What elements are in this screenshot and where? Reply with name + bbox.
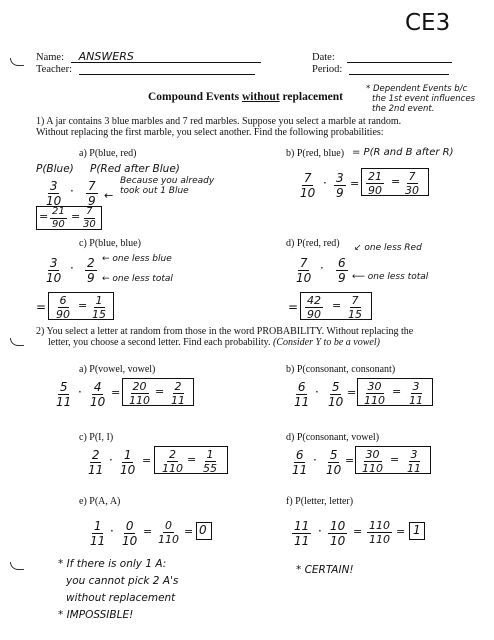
- q1b-equals-2: =: [391, 175, 401, 188]
- q2e-result: $\frac{0}{110}$: [158, 519, 179, 546]
- q2d-times: ·: [313, 453, 317, 467]
- q2a-label: a) P(vowel, vowel): [79, 364, 156, 375]
- q1d-note-bottom: ⟵ one less total: [352, 272, 429, 282]
- q1a-result: $\frac{21}{90}$: [52, 206, 65, 230]
- q2e-equals: =: [143, 525, 153, 538]
- q2d-equals: =: [345, 454, 355, 467]
- q2b-simplified: $\frac{3}{11}$: [409, 380, 423, 407]
- q2a-equals: =: [111, 386, 121, 399]
- q1a-times: ·: [70, 184, 74, 198]
- q2c-equals: =: [142, 454, 152, 467]
- q2f-result: $\frac{110}{110}$: [369, 519, 390, 546]
- q1a-note-p-red-after-blue: P(Red after Blue): [90, 163, 180, 175]
- q2d-simplified: $\frac{3}{11}$: [407, 448, 421, 475]
- period-field: [312, 64, 449, 75]
- q2b-equals-2: =: [392, 385, 402, 398]
- q1a-fraction-1: $\frac{3}{10}$: [46, 179, 62, 208]
- q2e-times: ·: [110, 524, 114, 538]
- date-field: [312, 52, 452, 63]
- q1c-fraction-2: $\frac{2}{9}$: [87, 256, 95, 285]
- q2f-fraction-1: $\frac{11}{11}$: [294, 519, 310, 548]
- q2f-times: ·: [318, 524, 322, 538]
- q2a-times: ·: [78, 385, 82, 399]
- q2a-fraction-2: $\frac{4}{10}$: [90, 380, 106, 409]
- q1d-equals: =: [288, 300, 299, 314]
- q1c-equals: =: [36, 300, 47, 314]
- q2c-label: c) P(I, I): [79, 432, 114, 443]
- q1a-equals-2: =: [71, 210, 81, 223]
- q1b-simplified: $\frac{7}{30}$: [405, 170, 419, 197]
- q2c-times: ·: [109, 453, 113, 467]
- q2a-result: $\frac{20}{110}$: [129, 380, 150, 407]
- q2-prompt: 2) You select a letter at random from those in the word PROBABILITY. Without replacing the letter, you choose a second letter. Find each probability. (Consider Y to be a vowel): [36, 326, 414, 348]
- q1b-label: b) P(red, blue): [286, 148, 345, 159]
- corner-code: CE3: [405, 10, 451, 36]
- q2d-label: d) P(consonant, vowel): [286, 432, 380, 443]
- q1c-simplified: $\frac{1}{15}$: [92, 294, 106, 321]
- q2f-answer: 1: [413, 523, 421, 537]
- q2e-fraction-1: $\frac{1}{11}$: [90, 519, 106, 548]
- dependent-events-note: * Dependent Events b/c the 1st event influences the 2nd event.: [366, 84, 476, 114]
- q1a-note-p-blue: P(Blue): [36, 163, 74, 175]
- q1c-label: c) P(blue, blue): [79, 238, 141, 249]
- q2c-equals-2: =: [187, 453, 197, 466]
- name-field: [36, 52, 261, 63]
- q2d-result: $\frac{30}{110}$: [362, 448, 383, 475]
- q1a-equals: =: [39, 210, 49, 223]
- q1d-label: d) P(red, red): [286, 238, 340, 249]
- q2a-equals-2: =: [155, 385, 165, 398]
- q1d-result: $\frac{42}{90}$: [307, 294, 321, 321]
- date-label: Date:: [312, 52, 335, 63]
- binder-hole-middle: [10, 338, 24, 346]
- q1d-note-top: ↙ one less Red: [354, 243, 422, 253]
- name-value: ANSWERS: [78, 50, 134, 63]
- q2d-equals-2: =: [390, 453, 400, 466]
- q1a-fraction-2: $\frac{7}{9}$: [88, 179, 96, 208]
- q2b-equals: =: [347, 386, 357, 399]
- q1-prompt: 1) A jar contains 3 blue marbles and 7 red marbles. Suppose you select a marble at random. Without replacing the first marble, you select another. Find the following probabilities:: [36, 116, 402, 138]
- q1a-label: a) P(blue, red): [79, 148, 137, 159]
- teacher-field: [36, 64, 255, 75]
- teacher-label: Teacher:: [36, 64, 72, 75]
- q2d-fraction-1: $\frac{6}{11}$: [292, 448, 308, 477]
- q2b-times: ·: [315, 385, 319, 399]
- q1d-times: ·: [320, 261, 324, 275]
- q2b-label: b) P(consonant, consonant): [286, 364, 396, 375]
- q1b-equals: =: [350, 177, 360, 190]
- binder-hole-top: [10, 58, 24, 66]
- q1b-times: ·: [323, 176, 327, 190]
- q1d-fraction-1: $\frac{7}{10}$: [296, 256, 312, 285]
- q2e-equals-2: =: [184, 525, 194, 538]
- q2c-fraction-2: $\frac{1}{10}$: [120, 448, 136, 477]
- q2e-explanation: * If there is only 1 A: you cannot pick 2 A's without replacement * IMPOSSIBLE!: [58, 558, 179, 621]
- q1a-arrow: ←: [104, 189, 114, 202]
- q1a-arrow-note: Because you already took out 1 Blue: [120, 176, 215, 196]
- page-title: Compound Events without replacement: [148, 91, 343, 103]
- q2b-result: $\frac{30}{110}$: [364, 380, 385, 407]
- q1a-simplified: $\frac{7}{30}$: [83, 206, 96, 230]
- q1c-result: $\frac{6}{90}$: [56, 294, 70, 321]
- q1c-note-bottom: ← one less total: [102, 274, 173, 284]
- q2f-equals: =: [353, 525, 363, 538]
- q2c-simplified: $\frac{1}{55}$: [203, 448, 217, 475]
- q2a-simplified: $\frac{2}{11}$: [171, 380, 185, 407]
- binder-hole-bottom: [10, 562, 24, 570]
- q2b-fraction-1: $\frac{6}{11}$: [294, 380, 310, 409]
- q2f-fraction-2: $\frac{10}{10}$: [330, 519, 346, 548]
- q2c-fraction-1: $\frac{2}{11}$: [88, 448, 104, 477]
- q1b-fraction-2: $\frac{3}{9}$: [336, 171, 344, 200]
- period-label: Period:: [312, 64, 343, 75]
- q2d-fraction-2: $\frac{5}{10}$: [326, 448, 342, 477]
- q1d-equals-2: =: [332, 299, 342, 312]
- q2c-result: $\frac{2}{110}$: [162, 448, 183, 475]
- q2f-equals-2: =: [396, 525, 406, 538]
- q2f-explanation: * CERTAIN!: [296, 564, 354, 576]
- q1c-note-top: ← one less blue: [102, 254, 172, 264]
- q1b-result: $\frac{21}{90}$: [368, 170, 382, 197]
- name-label: Name:: [36, 52, 64, 63]
- q1d-fraction-2: $\frac{6}{9}$: [338, 256, 346, 285]
- q1b-note: = P(R and B after R): [352, 147, 454, 158]
- q2f-label: f) P(letter, letter): [286, 496, 354, 507]
- q1d-simplified: $\frac{7}{15}$: [348, 294, 362, 321]
- q2e-answer: 0: [199, 523, 207, 537]
- q1c-times: ·: [70, 261, 74, 275]
- q2e-label: e) P(A, A): [79, 496, 121, 507]
- q1c-equals-2: =: [78, 299, 88, 312]
- q1c-fraction-1: $\frac{3}{10}$: [46, 256, 62, 285]
- q1b-fraction-1: $\frac{7}{10}$: [300, 171, 316, 200]
- q2a-fraction-1: $\frac{5}{11}$: [56, 380, 72, 409]
- q2b-fraction-2: $\frac{5}{10}$: [328, 380, 344, 409]
- q2e-fraction-2: $\frac{0}{10}$: [122, 519, 138, 548]
